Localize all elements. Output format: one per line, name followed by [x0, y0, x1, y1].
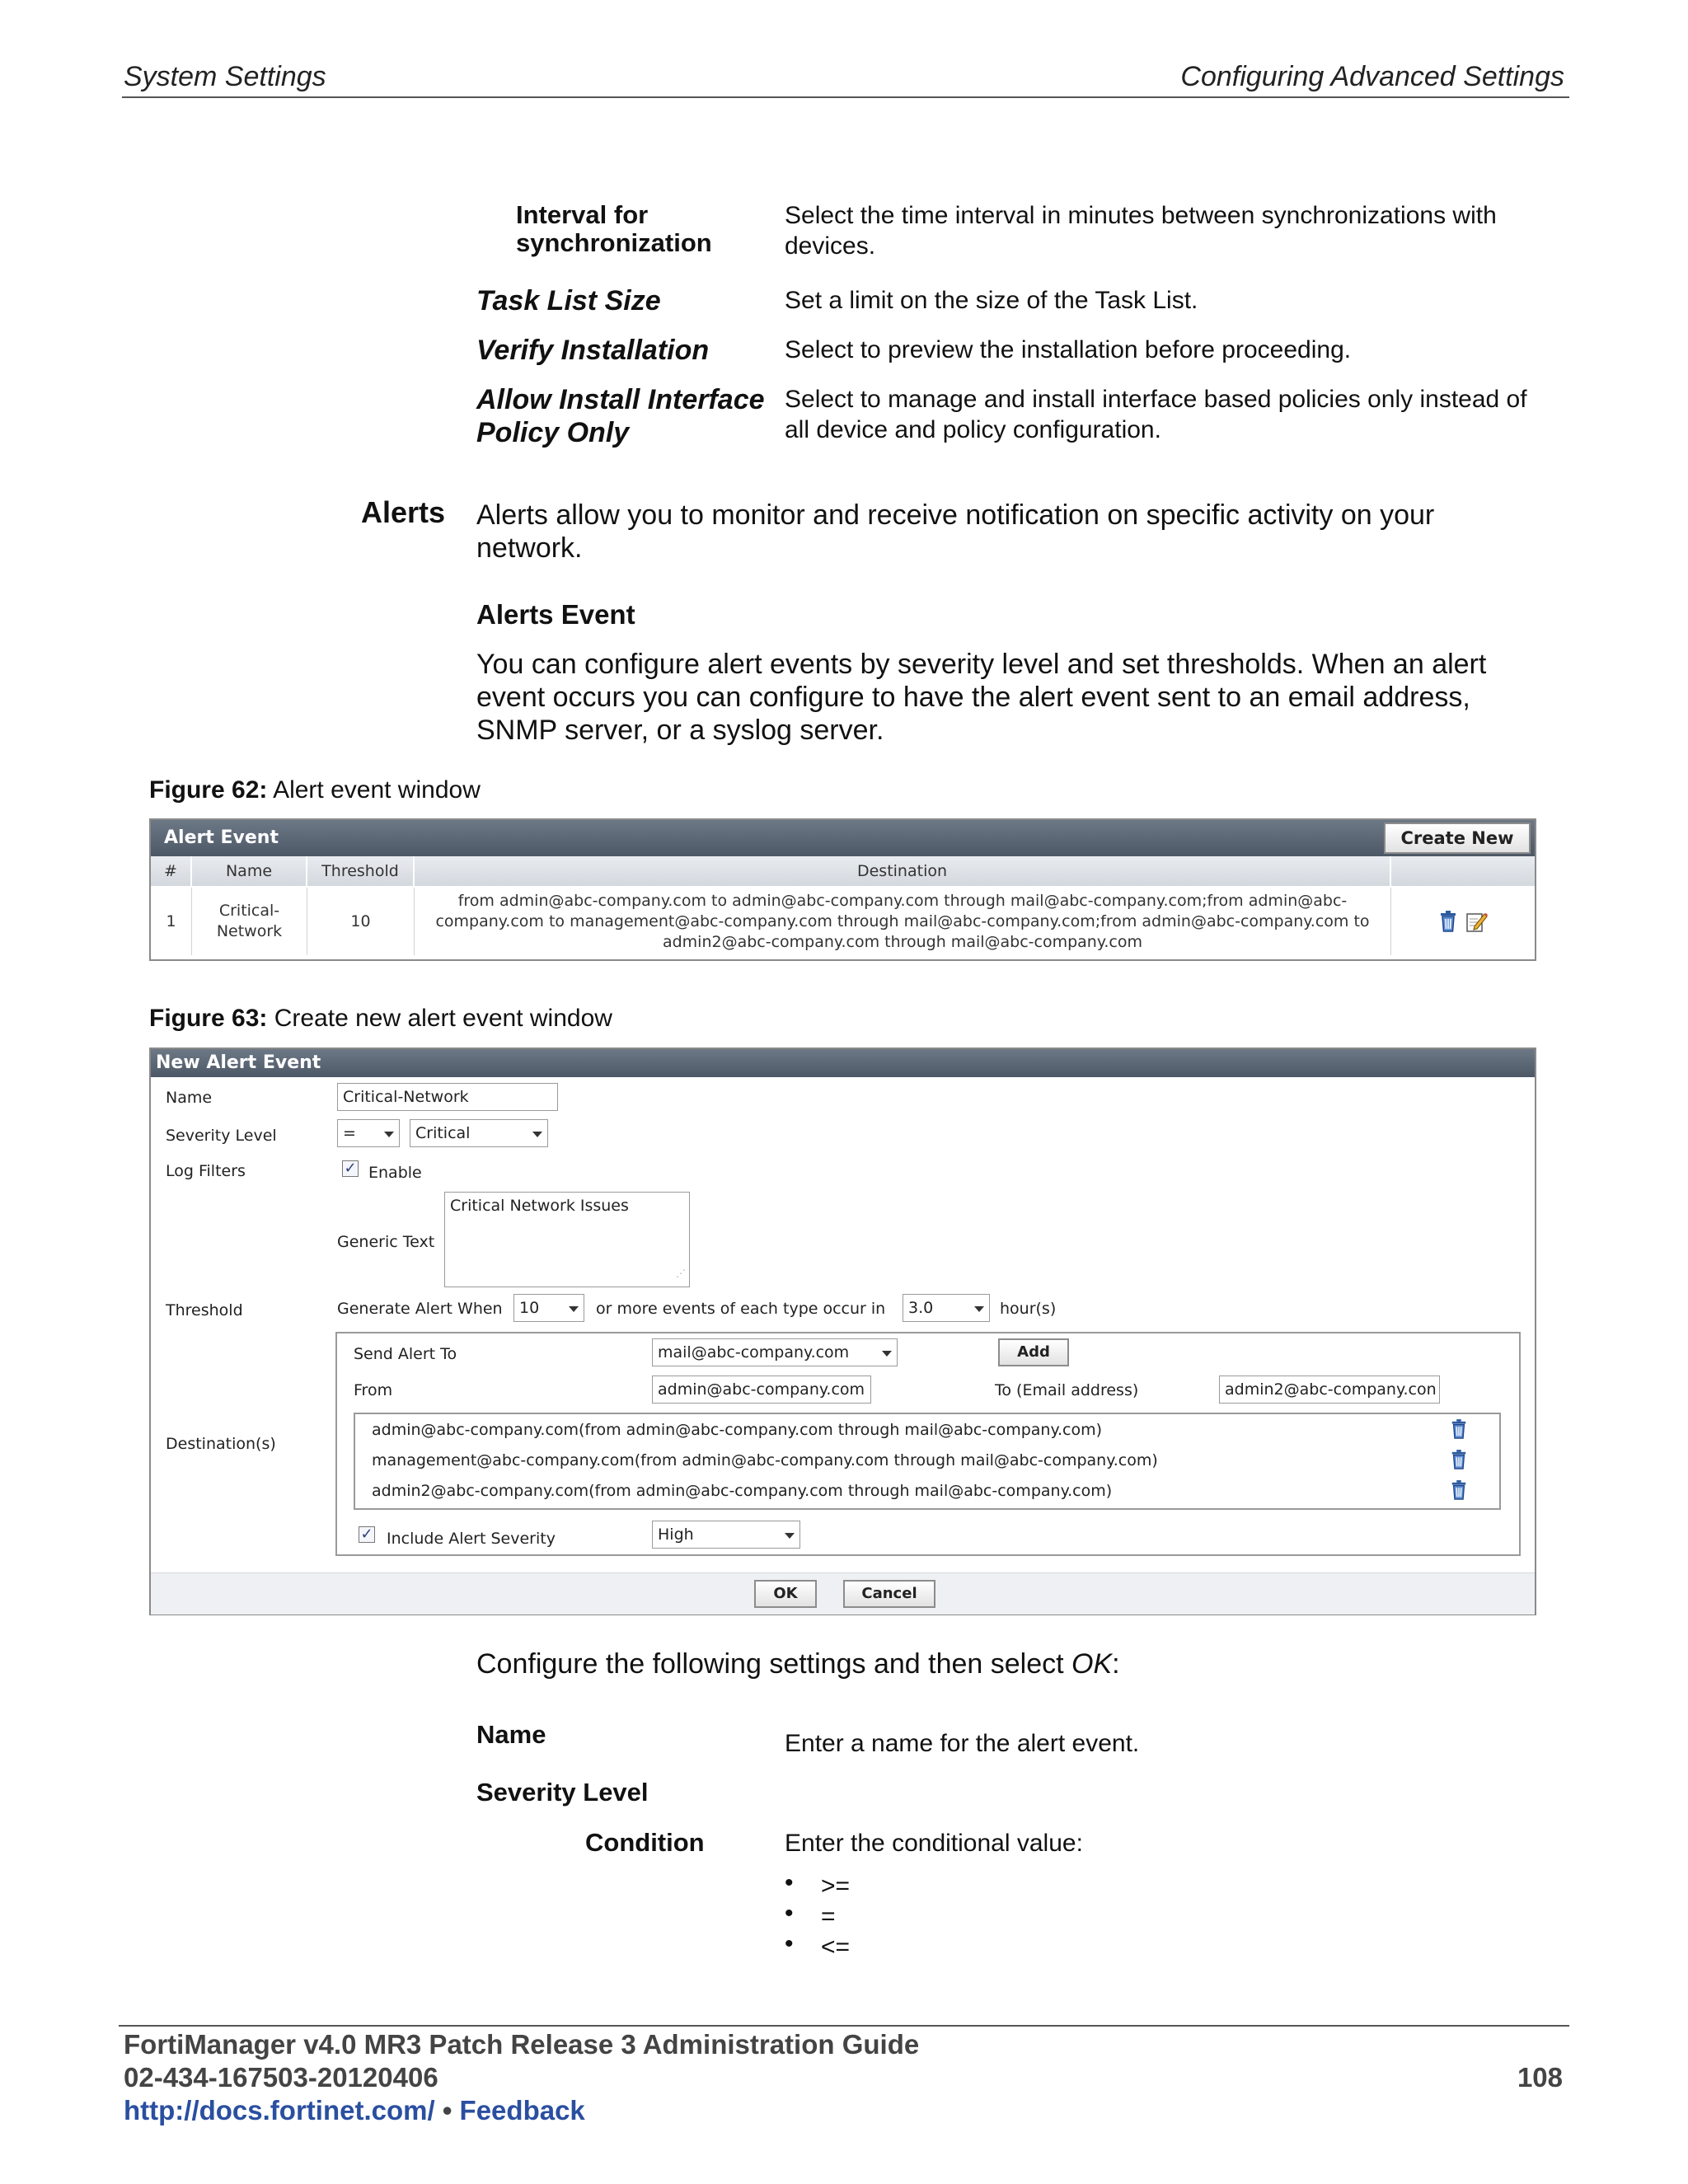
include-severity-value: High	[658, 1526, 694, 1544]
footer-separator: •	[434, 2095, 460, 2125]
threshold-hours-value: 3.0	[908, 1299, 934, 1317]
alert-event-title: Alert Event	[164, 827, 279, 848]
def-desc-allow-install: Select to manage and install interface based policies only instead of all device and policy configuration.	[785, 386, 1527, 443]
severity-operator-select[interactable]	[337, 1119, 400, 1147]
footer-title: FortiManager v4.0 MR3 Patch Release 3 Administration Guide	[124, 2029, 920, 2060]
docs-link[interactable]: http://docs.fortinet.com/	[124, 2095, 435, 2125]
col-header-actions	[1391, 856, 1535, 886]
chevron-down-icon	[785, 1533, 795, 1539]
def-term-severity: Severity Level	[476, 1778, 649, 1807]
alert-event-titlebar	[151, 820, 1535, 856]
from-input[interactable]: admin@abc-company.com	[652, 1376, 871, 1404]
def-term-name: Name	[476, 1720, 546, 1749]
chevron-down-icon	[532, 1132, 542, 1137]
figure63-caption	[149, 1005, 612, 1033]
include-severity-select[interactable]	[652, 1521, 800, 1549]
new-alert-event-panel	[149, 1047, 1536, 1615]
def-term-allow-install: Allow Install Interface Policy Only	[476, 384, 765, 448]
condition-option: =	[821, 1903, 836, 1930]
to-email-input[interactable]: admin2@abc-company.con	[1219, 1376, 1440, 1404]
resize-grip-icon[interactable]: ⋰	[676, 1268, 686, 1279]
def-term-interval: Interval for synchronization	[516, 200, 712, 257]
condition-option: >=	[821, 1872, 851, 1900]
destination-entry: admin@abc-company.com(from admin@abc-company.com through mail@abc-company.com)	[372, 1421, 1103, 1439]
include-severity-label: Include Alert Severity	[387, 1530, 556, 1548]
footer-rule	[119, 2025, 1569, 2027]
section-heading-alerts: Alerts	[361, 495, 446, 529]
delete-trash-icon[interactable]	[1450, 1450, 1468, 1469]
col-header-name[interactable]: Name	[192, 856, 307, 886]
configure-ok-italic: OK	[1071, 1648, 1113, 1680]
new-alert-event-title: New Alert Event	[156, 1052, 321, 1073]
configure-text-after: :	[1112, 1648, 1120, 1680]
alert-event-panel	[149, 818, 1536, 961]
destinations-group	[335, 1332, 1521, 1556]
page-number: 108	[1517, 2062, 1563, 2093]
add-button[interactable]: Add	[998, 1338, 1069, 1366]
enable-checkbox[interactable]: ✓	[342, 1160, 359, 1177]
log-filters-label: Log Filters	[166, 1162, 246, 1180]
send-alert-to-value: mail@abc-company.com	[658, 1343, 850, 1361]
def-desc-condition: Enter the conditional value:	[785, 1830, 1083, 1857]
threshold-hours-select[interactable]	[903, 1294, 990, 1322]
row-actions	[1391, 888, 1535, 955]
name-label: Name	[166, 1089, 213, 1107]
bullet-icon: •	[785, 1900, 794, 1927]
hours-label: hour(s)	[1000, 1300, 1057, 1318]
severity-level-value: Critical	[415, 1124, 471, 1142]
row-threshold: 10	[307, 888, 415, 955]
chevron-down-icon	[569, 1306, 579, 1312]
bullet-icon: •	[785, 1930, 794, 1957]
send-alert-to-label: Send Alert To	[354, 1345, 457, 1363]
row-destination: from admin@abc-company.com to admin@abc-company.com through mail@abc-company.com;from admin@abc-company.com to management@abc-company.com through mail@abc-company.com;from admin@abc-company.com to admin2@abc-company.com through mail@abc-company.com	[415, 888, 1391, 955]
def-desc-name: Enter a name for the alert event.	[785, 1730, 1140, 1757]
delete-trash-icon[interactable]	[1450, 1480, 1468, 1500]
chevron-down-icon	[974, 1306, 984, 1312]
or-more-label: or more events of each type occur in	[596, 1300, 886, 1318]
figure63-label: Figure 63:	[149, 1005, 268, 1032]
figure62-label: Figure 62:	[149, 776, 268, 804]
threshold-count-value: 10	[519, 1299, 540, 1317]
bullet-icon: •	[785, 1869, 794, 1896]
alerts-intro: Alerts allow you to monitor and receive notification on specific activity on your network.	[476, 499, 1435, 564]
def-term-verify: Verify Installation	[476, 335, 710, 366]
footer-docnum: 02-434-167503-20120406	[124, 2062, 438, 2093]
footer-links	[124, 2095, 585, 2126]
generic-text-label: Generic Text	[337, 1233, 435, 1251]
def-desc-verify: Select to preview the installation before proceeding.	[785, 336, 1352, 363]
col-header-destination[interactable]: Destination	[415, 856, 1391, 886]
severity-operator-value: =	[343, 1124, 356, 1142]
feedback-link[interactable]: Feedback	[459, 2095, 585, 2125]
col-header-threshold[interactable]: Threshold	[307, 856, 415, 886]
def-desc-task-list: Set a limit on the size of the Task List.	[785, 287, 1198, 314]
row-name: Critical-Network	[192, 888, 307, 955]
def-term-task-list: Task List Size	[476, 285, 661, 316]
row-num: 1	[151, 888, 192, 955]
destination-entry: management@abc-company.com(from admin@abc-company.com through mail@abc-company.com)	[372, 1451, 1158, 1469]
severity-level-select[interactable]	[410, 1119, 548, 1147]
generate-alert-when-label: Generate Alert When	[337, 1300, 503, 1318]
col-header-num[interactable]: #	[151, 856, 192, 886]
delete-trash-icon[interactable]	[1450, 1419, 1468, 1439]
enable-label: Enable	[368, 1164, 422, 1182]
threshold-count-select[interactable]	[513, 1294, 584, 1322]
header-left: System Settings	[124, 61, 326, 92]
configure-text-before: Configure the following settings and then select	[476, 1648, 1072, 1680]
delete-trash-icon[interactable]	[1438, 911, 1458, 932]
destinations-label: Destination(s)	[166, 1435, 276, 1453]
configure-instruction	[476, 1647, 1120, 1680]
generic-text-textarea[interactable]	[444, 1192, 690, 1287]
destination-entry: admin2@abc-company.com(from admin@abc-company.com through mail@abc-company.com)	[372, 1482, 1113, 1500]
from-label: From	[354, 1381, 393, 1399]
chevron-down-icon	[384, 1132, 394, 1137]
to-email-label: To (Email address)	[995, 1381, 1139, 1399]
def-desc-interval: Select the time interval in minutes between synchronizations with devices.	[785, 202, 1497, 260]
alerts-event-heading: Alerts Event	[476, 599, 635, 630]
header-right: Configuring Advanced Settings	[1180, 61, 1564, 92]
header-rule	[122, 96, 1569, 98]
alerts-event-body: You can configure alert events by severity level and set thresholds. When an alert event occurs you can configure to have the alert event sent to an email address, SNMP server, or a syslog server.	[476, 649, 1487, 746]
severity-level-label: Severity Level	[166, 1127, 277, 1145]
send-alert-to-select[interactable]	[652, 1338, 898, 1366]
condition-option: <=	[821, 1933, 851, 1961]
destination-list	[354, 1413, 1501, 1510]
generic-text-value: Critical Network Issues	[450, 1197, 629, 1215]
cancel-button[interactable]: Cancel	[843, 1580, 935, 1608]
new-alert-event-titlebar	[151, 1049, 1535, 1077]
figure63-caption-text: Create new alert event window	[274, 1005, 612, 1032]
threshold-label: Threshold	[166, 1301, 243, 1319]
edit-icon[interactable]	[1466, 911, 1488, 932]
create-new-button[interactable]: Create New	[1384, 823, 1531, 854]
chevron-down-icon	[882, 1351, 892, 1357]
def-term-condition: Condition	[585, 1828, 705, 1857]
include-severity-checkbox[interactable]: ✓	[359, 1526, 375, 1543]
figure62-caption-text: Alert event window	[273, 776, 481, 804]
ok-button[interactable]: OK	[754, 1580, 817, 1608]
name-input[interactable]: Critical-Network	[337, 1083, 558, 1111]
figure62-caption	[149, 776, 481, 804]
